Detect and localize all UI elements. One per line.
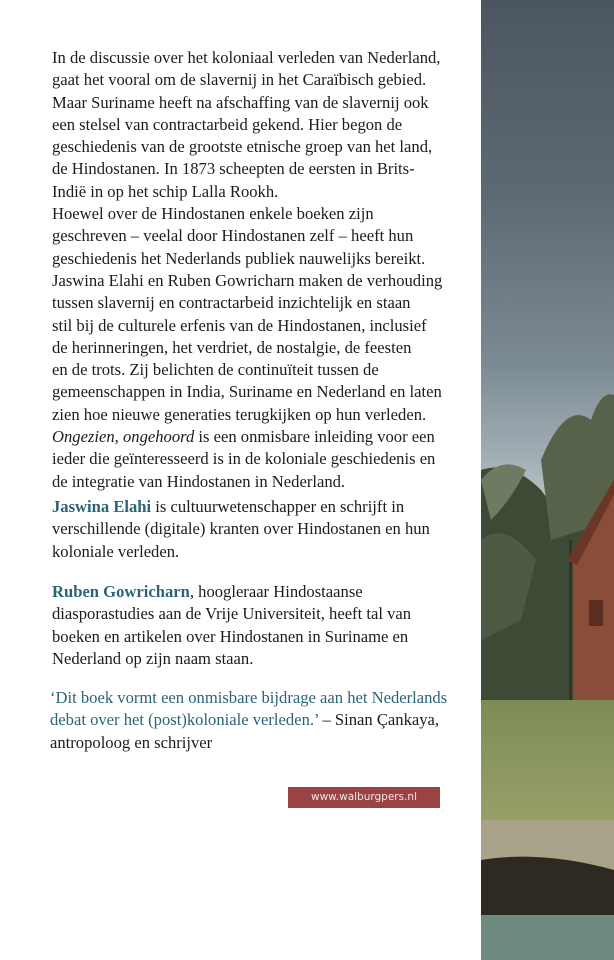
blurb-line: de herinneringen, het verdriet, de nostalgie, de feesten <box>52 337 412 357</box>
blurb-line: geschiedenis van de grootste etnische groep van het land, <box>52 137 433 157</box>
blurb-line: en de trots. Zij belichten de continuïteit tussen de <box>52 360 379 380</box>
blurb-line: geschiedenis het Nederlands publiek nauwelijks bereikt. <box>52 248 426 268</box>
author-bio-gowricharn: Ruben Gowricharn, hoogleraar Hindostaanse diasporastudies aan de Vrije Universiteit, heeft tal van boeken en artikelen over Hindostanen in Suriname en Nederland op zijn naam staan. <box>52 582 412 668</box>
blurb-line: stil bij de culturele erfenis van de Hindostanen, inclusief <box>52 315 427 335</box>
book-title: Ongezien, ongehoord <box>52 427 195 447</box>
blurb-line: Indië in op het schip Lalla Rookh. <box>52 181 279 201</box>
blurb-line: ieder die geïnteresseerd is in de koloniale geschiedenis en <box>52 449 436 469</box>
blurb-line: geschreven – veelal door Hindostanen zelf – heeft hun <box>52 226 414 246</box>
author-bio-elahi: Jaswina Elahi is cultuurwetenschapper en schrijft in verschillende (digitale) kranten over Hindostanen en hun koloniale verleden. <box>52 497 430 561</box>
blurb-line: Hoewel over de Hindostanen enkele boeken zijn <box>52 204 374 224</box>
blurb-line: gaat het vooral om de slavernij in het Caraïbisch gebied. <box>52 70 427 90</box>
blurb-line: In de discussie over het koloniaal verleden van Nederland, <box>52 48 441 67</box>
blurb-line: de integratie van Hindostanen in Nederland. <box>52 471 346 491</box>
blurb-line: gemeenschappen in India, Suriname en Nederland en laten <box>52 382 442 402</box>
cover-photo <box>481 0 614 960</box>
landscape-illustration <box>481 0 614 960</box>
author-name: Jaswina Elahi <box>52 497 152 516</box>
blurb-text <box>52 47 442 493</box>
blurb-line: tussen slavernij en contractarbeid inzichtelijk en staan <box>52 293 411 313</box>
blurb-line: de Hindostanen. In 1873 scheepten de eersten in Brits- <box>52 159 415 179</box>
publisher-url[interactable]: www.walburgpers.nl <box>288 787 440 808</box>
author-name: Ruben Gowricharn <box>52 582 190 601</box>
blurb-line: zien hoe nieuwe generaties terugkijken op hun verleden. <box>52 404 427 424</box>
blurb-line: Maar Suriname heeft na afschaffing van de slavernij ook <box>52 92 429 112</box>
blurb-line: Jaswina Elahi en Ruben Gowricharn maken de verhouding <box>52 270 443 290</box>
review-quote: ‘Dit boek vormt een onmisbare bijdrage aan het Nederlands debat over het (post)koloniale verleden.’ – Sinan Çankaya, antropoloog en schrijver <box>50 688 448 752</box>
blurb-line: een stelsel van contractarbeid gekend. Hier begon de <box>52 114 403 134</box>
blurb-line: Ongezien, ongehoord is een onmisbare inleiding voor een <box>52 427 435 447</box>
